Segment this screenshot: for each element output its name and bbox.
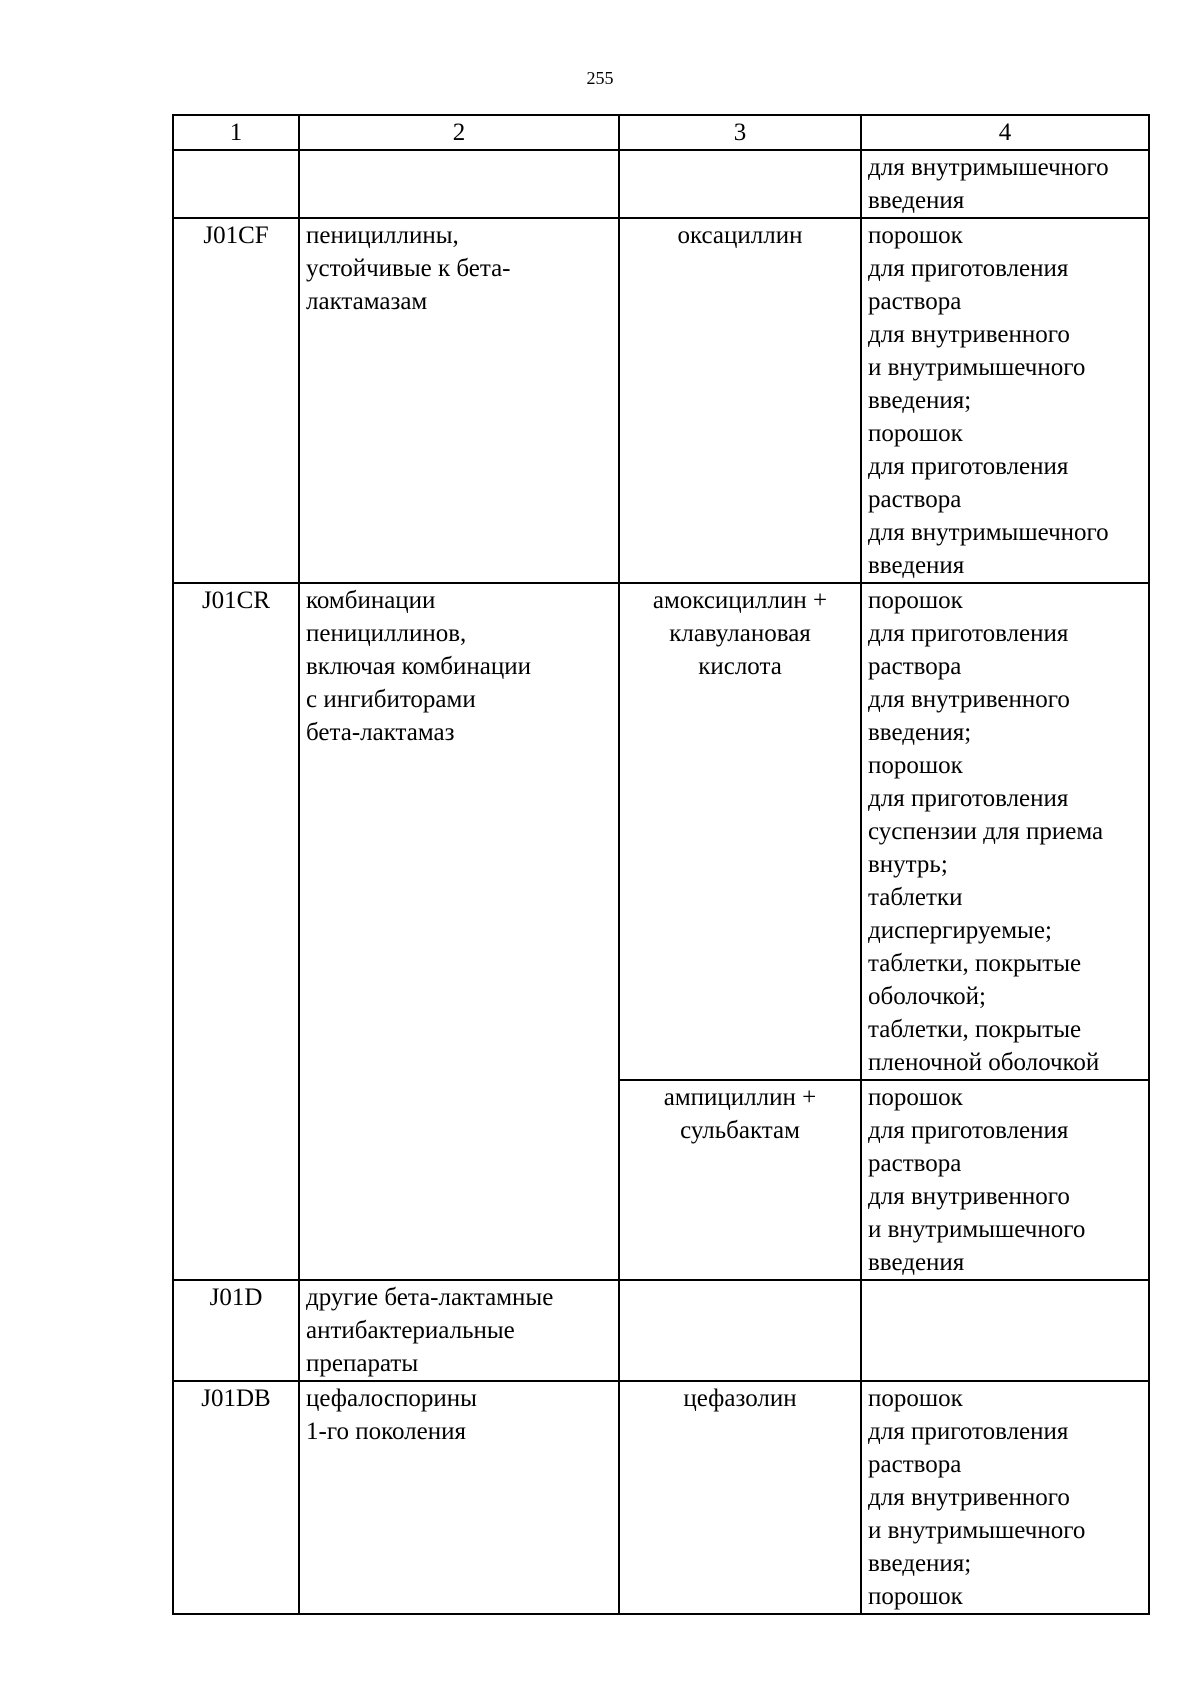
dosage-form-cell: порошок для приготовления раствора для внутривенного введения; порошок для приготовления суспензии для приема внутрь; таблетки диспергируемые; таблетки, покрытые оболочкой; таблетки, покрытые пленочной оболочкой [861,583,1149,1080]
header-cell: 4 [861,115,1149,150]
table-row [173,1381,1149,1614]
inn-cell: оксациллин [619,218,861,583]
group-cell [299,150,619,218]
atc-code-cell: J01CR [173,583,299,1280]
group-cell: комбинации пенициллинов, включая комбинации с ингибиторами бета-лактамаз [299,583,619,1280]
dosage-form-cell: порошок для приготовления раствора для внутривенного и внутримышечного введения; порошок для приготовления раствора для внутримышечного введения [861,218,1149,583]
table-row [173,218,1149,583]
header-cell: 2 [299,115,619,150]
atc-code-cell: J01DB [173,1381,299,1614]
dosage-form-cell: порошок для приготовления раствора для внутривенного и внутримышечного введения [861,1080,1149,1280]
dosage-form-cell [861,1280,1149,1381]
inn-cell: ампициллин + сульбактам [619,1080,861,1280]
group-cell: цефалоспорины 1-го поколения [299,1381,619,1614]
inn-cell: цефазолин [619,1381,861,1614]
dosage-form-cell: для внутримышечного введения [861,150,1149,218]
table-row [173,583,1149,1080]
drug-table [172,114,1150,1615]
dosage-form-cell: порошок для приготовления раствора для внутривенного и внутримышечного введения; порошок [861,1381,1149,1614]
inn-cell: амоксициллин + клавулановая кислота [619,583,861,1080]
atc-code-cell [173,150,299,218]
inn-cell [619,1280,861,1381]
header-cell: 3 [619,115,861,150]
atc-code-cell: J01D [173,1280,299,1381]
table-row [173,150,1149,218]
group-cell: пенициллины, устойчивые к бета- лактамазам [299,218,619,583]
atc-code-cell: J01CF [173,218,299,583]
table-row [173,1280,1149,1381]
page-number: 255 [586,68,614,88]
inn-cell [619,150,861,218]
table-header-row [173,115,1149,150]
group-cell: другие бета-лактамные антибактериальные препараты [299,1280,619,1381]
header-cell: 1 [173,115,299,150]
